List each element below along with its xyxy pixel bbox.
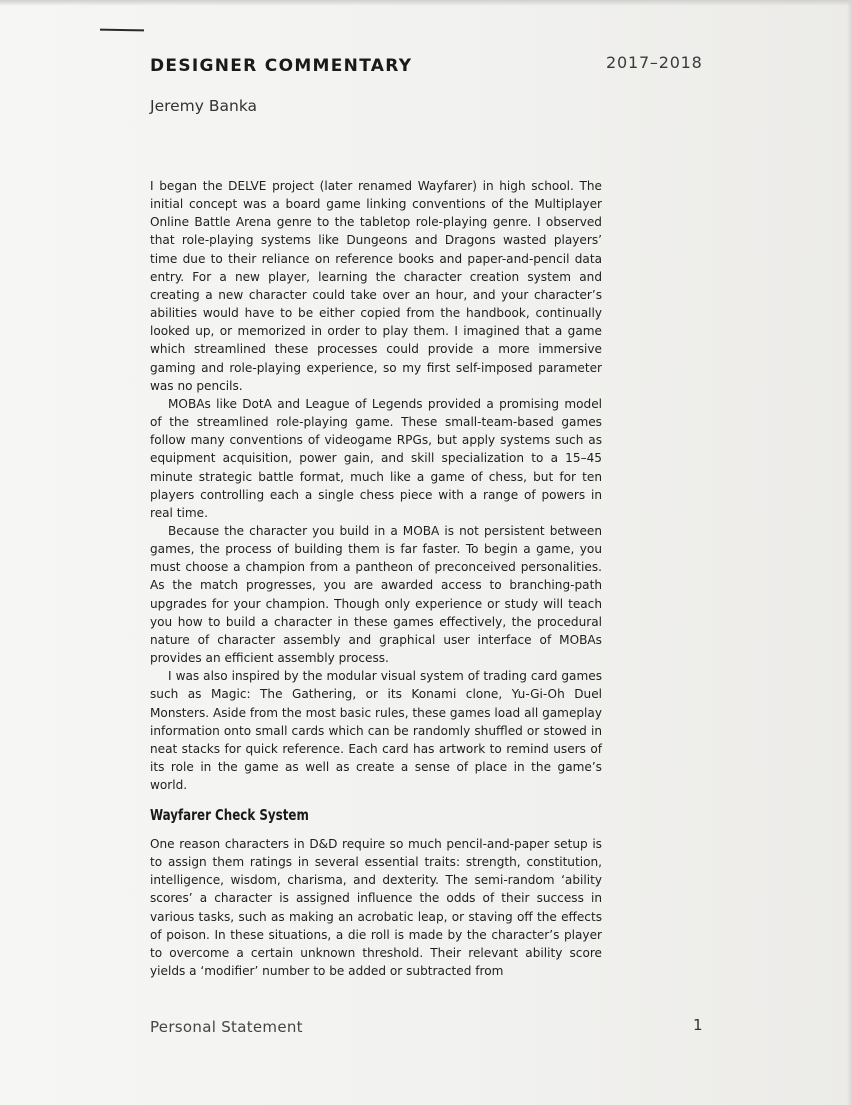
page-title: DESIGNER COMMENTARY (150, 56, 413, 76)
paragraph: MOBAs like DotA and League of Legends provided a promising model of the streamlined role-playing game. These small-team-based games follow many conventions of videogame RPGs, but apply systems such as equipment acquisition, power gain, and skill specialization to a 15–45 minute strategic battle format, much like a game of chess, but for ten players controlling each a single chess piece with a range of powers in real time. (150, 396, 602, 520)
footer-label: Personal Statement (150, 1018, 303, 1036)
page-number: 1 (693, 1016, 703, 1034)
section-heading: Wayfarer Check System (150, 806, 309, 824)
scan-edge-right (847, 0, 852, 1105)
author-name: Jeremy Banka (150, 97, 258, 115)
body-text (150, 177, 602, 794)
date-range: 2017–2018 (606, 53, 703, 72)
paragraph: One reason characters in D&D require so much pencil-and-paper setup is to assign them ratings in several essential traits: strength, constitution, intelligence, wisdom, charisma, and dexterity. The semi-random ‘ability scores’ a character is assigned influence the odds of their success in various tasks, such as making an acrobatic leap, or staving off the effects of poison. In these situations, a die roll is made by the character’s player to overcome a certain unknown threshold. Their relevant ability score yields a ‘modifier’ number to be added or subtracted from (150, 837, 602, 979)
section-body (150, 835, 602, 980)
paragraph: I began the DELVE project (later renamed Wayfarer) in high school. The initial concept was a board game linking conventions of the Multiplayer Online Battle Arena genre to the tabletop role-playing genre. I observed that role-playing systems like Dungeons and Dragons wasted players’ time due to their reliance on reference books and paper-and-pencil data entry. For a new player, learning the character creation system and creating a new character could take over an hour, and your character’s abilities would have to be either copied from the handbook, continually looked up, or memorized in order to play them. I imagined that a game which streamlined these processes could provide a more immersive gaming and role-playing experience, so my first self-imposed parameter was no pencils. (150, 179, 602, 393)
paragraph: I was also inspired by the modular visual system of trading card games such as Magic: The Gathering, or its Konami clone, Yu-Gi-Oh Duel Monsters. Aside from the most basic rules, these games load all gameplay information onto small cards which can be randomly shuffled or stowed in neat stacks for quick reference. Each card has artwork to remind users of its role in the game as well as create a sense of place in the game’s world. (150, 669, 602, 793)
scan-edge-top (0, 0, 852, 6)
corner-mark (100, 29, 144, 32)
paragraph: Because the character you build in a MOBA is not persistent between games, the process of building them is far faster. To begin a game, you must choose a champion from a pantheon of preconceived personalities. As the match progresses, you are awarded access to branching-path upgrades for your champion. Though only experience or study will teach you how to build a character in these games effectively, the procedural nature of character assembly and graphical user interface of MOBAs provides an efficient assembly process. (150, 523, 602, 666)
